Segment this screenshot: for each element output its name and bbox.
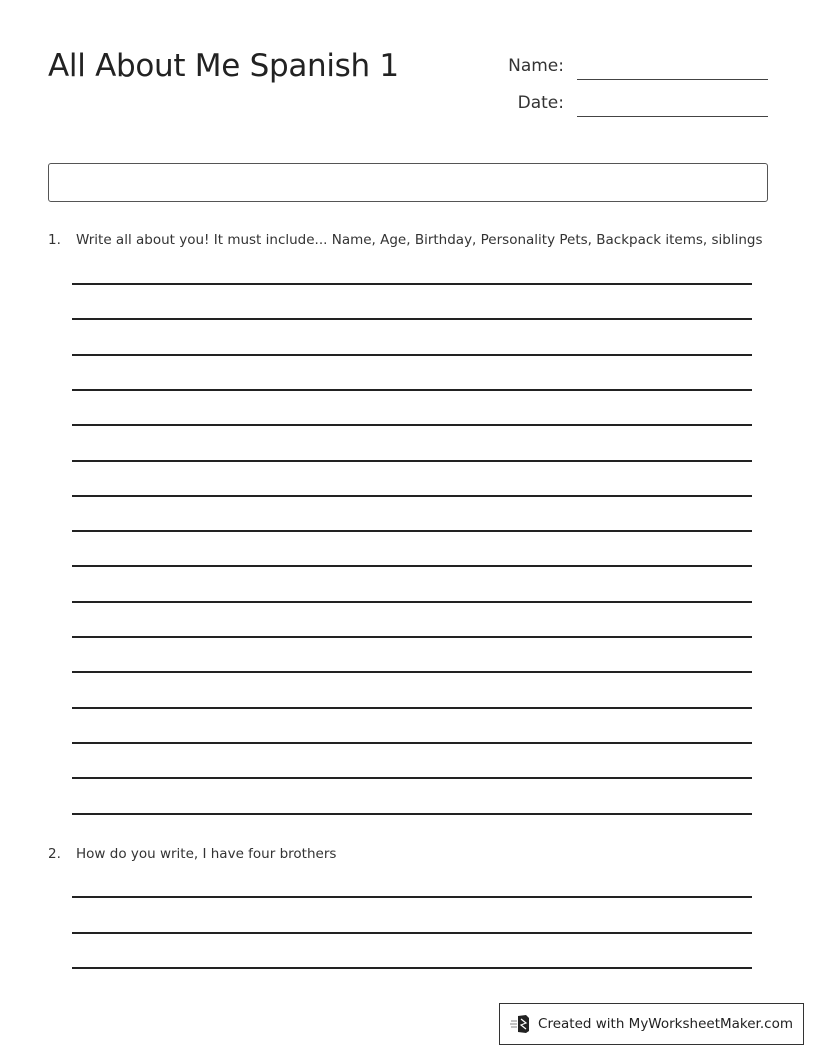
answer-line[interactable] (72, 813, 752, 815)
name-input-line[interactable] (577, 79, 768, 80)
answer-line[interactable] (72, 742, 752, 744)
answer-line[interactable] (72, 354, 752, 356)
name-label: Name: (508, 56, 564, 76)
date-label: Date: (517, 93, 564, 113)
question-text: Write all about you! It must include... Name, Age, Birthday, Personality Pets, Backpack items, siblings (76, 232, 763, 248)
answer-line[interactable] (72, 283, 752, 285)
answer-line[interactable] (72, 932, 752, 934)
answer-line[interactable] (72, 495, 752, 497)
answer-line[interactable] (72, 671, 752, 673)
date-input-line[interactable] (577, 116, 768, 117)
answer-line[interactable] (72, 424, 752, 426)
name-field[interactable] (490, 50, 770, 80)
answer-line[interactable] (72, 389, 752, 391)
answer-line[interactable] (72, 896, 752, 898)
footer-credit-badge[interactable] (499, 1003, 804, 1045)
question-number: 2. (48, 846, 61, 862)
instruction-box (48, 163, 768, 202)
answer-line[interactable] (72, 967, 752, 969)
worksheet-title: All About Me Spanish 1 (48, 48, 399, 84)
date-field[interactable] (490, 87, 770, 117)
answer-line[interactable] (72, 601, 752, 603)
answer-line[interactable] (72, 530, 752, 532)
footer-text: Created with MyWorksheetMaker.com (538, 1016, 793, 1032)
answer-line[interactable] (72, 460, 752, 462)
answer-line[interactable] (72, 777, 752, 779)
worksheet-maker-logo-icon (510, 1014, 532, 1034)
answer-line[interactable] (72, 565, 752, 567)
answer-line[interactable] (72, 318, 752, 320)
question-number: 1. (48, 232, 61, 248)
answer-line[interactable] (72, 707, 752, 709)
answer-line[interactable] (72, 636, 752, 638)
question-text: How do you write, I have four brothers (76, 846, 337, 862)
